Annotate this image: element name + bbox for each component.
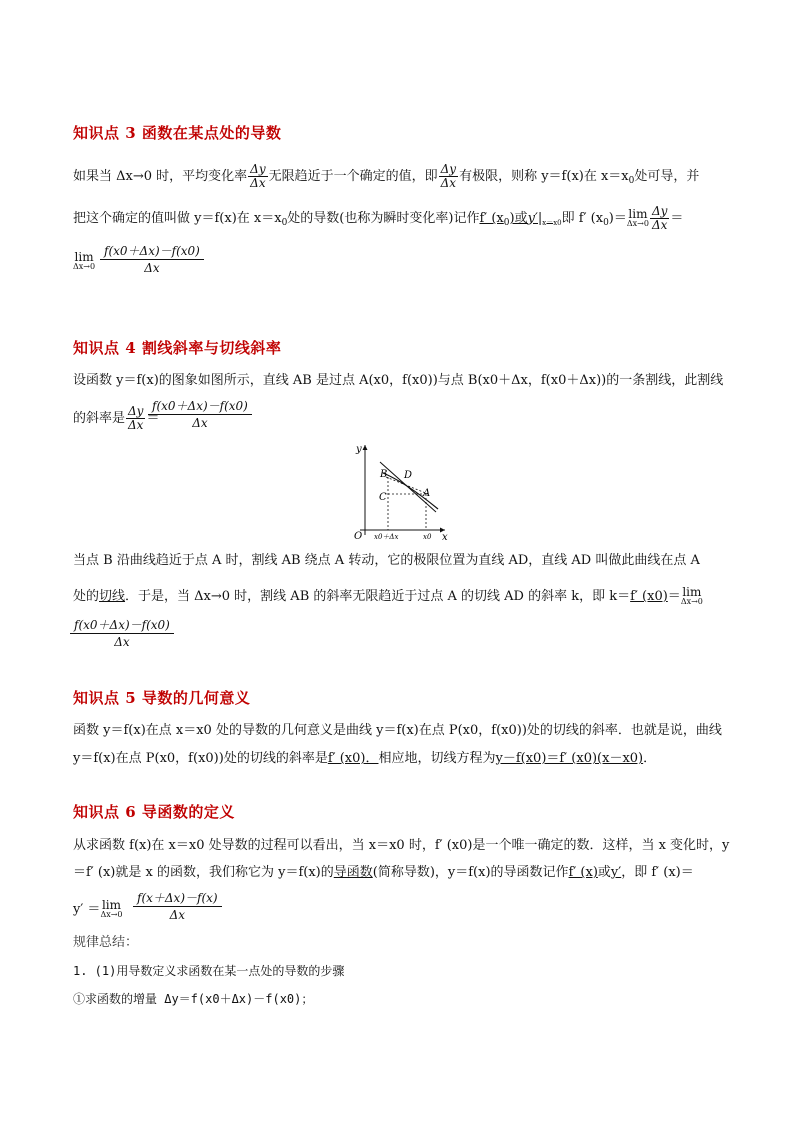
s4-text: ＝ [667, 589, 681, 604]
fraction-dy-dx: $\frac{\Delta y}{\Delta x}$ [250, 162, 266, 190]
s5-text: 相应地，切线方程为 [378, 751, 496, 766]
fraction-dy-dx: $\frac{\Delta y}{\Delta x}$ [440, 162, 457, 190]
s3-text: 把这个确定的值叫做 y＝f(x)在 x＝x [73, 211, 282, 226]
s4-line-3: 当点 B 沿曲线趋近于点 A 时，割线 AB 绕点 A 转动，它的极限位置为直线 AD，直线 AD 叫做此曲线在点 A [73, 553, 700, 568]
s3-text: 有极限，则称 y＝f(x)在 x＝x [459, 169, 629, 184]
summary-item-1: 1. (1)用导数定义求函数在某一点处的导数的步骤 [73, 964, 345, 978]
derived-function-term: 导函数 [333, 865, 373, 880]
y-axis-arrow [363, 445, 368, 450]
limit-symbol: lim Δx→0 [680, 585, 703, 606]
summary-title: 规律总结： [73, 935, 139, 950]
s3-text: ＝ [670, 211, 684, 226]
s3-line-3 [73, 252, 95, 271]
derivative-notation-y: y′ [610, 865, 622, 880]
section-5-heading: 知识点 5 导数的几何意义 [73, 689, 251, 707]
s6-text: ＝f′ (x)就是 x 的函数，我们称它为 y＝f(x)的 [73, 865, 334, 880]
fraction-dy-dx: $\frac{\Delta y}{\Delta x}$ [128, 404, 144, 432]
s3-text: )或 [509, 211, 528, 226]
label-x: x [442, 532, 448, 542]
s4-text: ＝ [146, 411, 160, 426]
section-4-heading: 知识点 4 割线斜率与切线斜率 [73, 339, 282, 357]
s5-line-1: 函数 y＝f(x)在点 x＝x0 处的导数的几何意义是曲线 y＝f(x)在点 P(x0，f(x0))处的切线的斜率．也就是说，曲线 [73, 723, 722, 738]
tick-x0: x0 [423, 533, 432, 541]
tick-x0-plus-dx: x0＋Δx [374, 533, 399, 541]
fraction-dy-dx: $\frac{\Delta y}{\Delta x}$ [651, 204, 668, 232]
tangent-term: 切线 [99, 589, 126, 604]
label-origin: O [354, 531, 363, 542]
limit-symbol: lim Δx→0 [73, 250, 96, 271]
derivative-notation: f′ $(x_0)$或$y'|_{x=x0}$ [479, 211, 562, 228]
label-B: B [380, 469, 388, 480]
limit-symbol: lim Δx→0 [626, 207, 649, 228]
derivative-at-x0: f′ (x0) [630, 589, 668, 604]
s3-text: )＝ [608, 211, 627, 226]
secant-tangent-figure [350, 437, 450, 542]
label-D: D [404, 470, 413, 481]
section-6-heading: 知识点 6 导函数的定义 [73, 803, 235, 821]
s3-text: 即 f′ (x [561, 211, 604, 226]
s3-text: 处可导，并 [634, 169, 700, 184]
s3-line-2: 把这个确定的值叫做 y＝f(x)在 $x=x_0$处的导数(也称为瞬时变化率)记作f′ $(x_0)$或$y'|_{x=x0}$即 f′ $(x_0)= \lim$ Δx→0 $\frac{\Delta y}{\Delta x}$ ＝ [73, 204, 684, 232]
s4-line-1: 设函数 y＝f(x)的图象如图所示，直线 AB 是过点 A(x0，f(x0))与点 B(x0＋Δx，f(x0＋Δx))的一条割线，此割线 [73, 373, 724, 388]
section-3-heading: 知识点 3 函数在某点处的导数 [73, 124, 282, 142]
s3-text: f′ (x [479, 211, 504, 226]
tangent-equation: y－f(x0)＝f′ (x0)(x－x0) [495, 751, 644, 766]
s6-text: 或 [597, 865, 611, 880]
s3-line-1: 如果当 Δx→0 时，平均变化率 $\frac{\Delta y}{\Delta x}$ 无限趋近于一个确定的值，即 $\frac{\Delta y}{\Delta x}$ 有极限，则称 y＝f(x)在 $x=x_0$处可导，并 [73, 162, 700, 190]
s4-limit-fraction: f(x0＋Δx)－f(x0) Δx [70, 617, 174, 650]
s4-text: ．于是，当 Δx→0 时，割线 AB 的斜率无限趋近于过点 A 的切线 AD 的斜率 k，即 k＝ [125, 589, 631, 604]
s6-line-2 [73, 864, 694, 882]
s6-limit-fraction: f(x＋Δx)－f(x) Δx [133, 890, 222, 923]
label-A: A [423, 488, 431, 499]
s5-line-2 [73, 750, 656, 768]
s4-slope-fraction: f(x0＋Δx)－f(x0) Δx [148, 398, 252, 431]
derivative-notation-fx: f′ (x) [568, 865, 598, 880]
s3-text: 无限趋近于一个确定的值，即 [268, 169, 438, 184]
s5-text: y＝f(x)在点 P(x0，f(x0))处的切线的斜率是 [73, 751, 328, 766]
s6-text: (简称导数)，y＝f(x)的导函数记作 [372, 865, 569, 880]
limit-symbol: lim Δx→0 [100, 898, 123, 919]
s6-text: ，即 f′ (x)＝ [621, 865, 694, 880]
s3-text: 如果当 Δx→0 时，平均变化率 [73, 169, 248, 184]
s4-line-2 [73, 405, 159, 432]
s4-text: 处的 [73, 589, 100, 604]
s3-text: x＝x0 [542, 219, 562, 227]
label-y: y [356, 444, 362, 455]
s6-text: y′ ＝ [73, 902, 101, 917]
tangent-slope: f′ (x0)． [327, 751, 379, 766]
s5-text: ． [643, 751, 657, 766]
s4-line-4 [73, 587, 703, 606]
summary-item-2: ①求函数的增量 Δy＝f(x0＋Δx)－f(x0)； [73, 992, 314, 1006]
label-C: C [379, 492, 387, 503]
s4-text: 的斜率是 [73, 411, 126, 426]
s3-text: 处的导数(也称为瞬时变化率)记作 [287, 211, 480, 226]
s3-text: y′| [527, 211, 543, 226]
s6-line-3 [73, 900, 123, 919]
s6-line-1: 从求函数 f(x)在 x＝x0 处导数的过程可以看出，当 x＝x0 时，f′ (x0)是一个唯一确定的数．这样，当 x 变化时，y [73, 838, 730, 853]
s3-limit-fraction: f(x0＋Δx)－f(x0) Δx [100, 243, 204, 276]
